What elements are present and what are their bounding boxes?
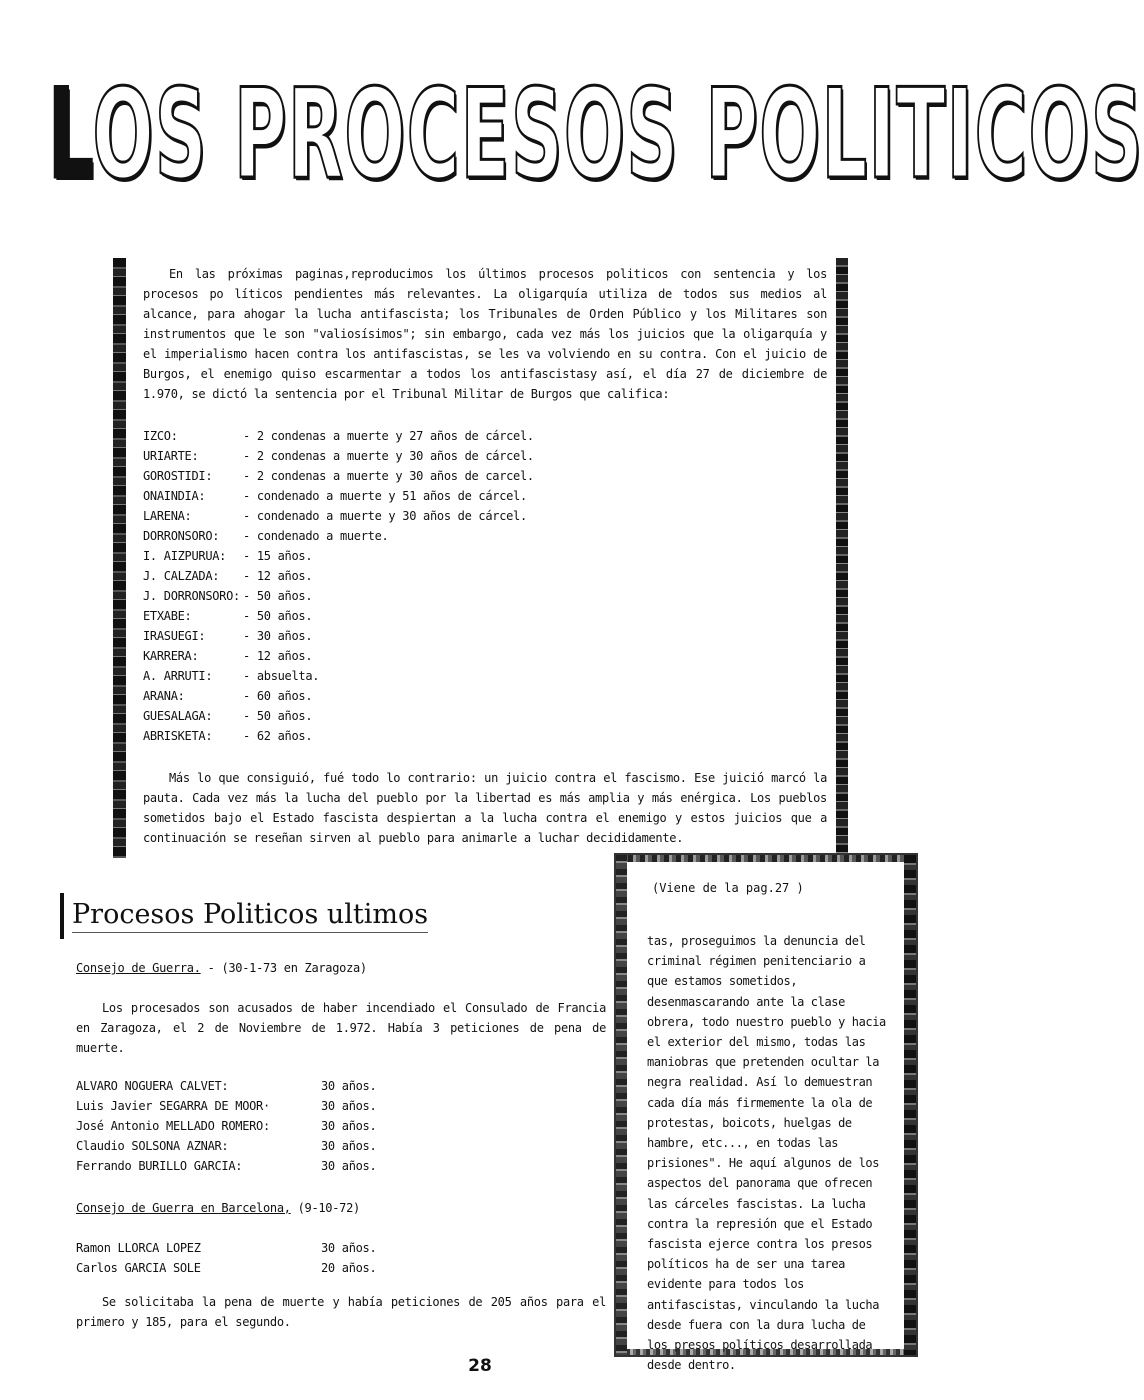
defendant-row-name: Ramon LLORCA LOPEZ [76,1241,201,1255]
sentence-row-name: GUESALAGA: [143,709,213,723]
sentence-row-name: URIARTE: [143,449,199,463]
sentence-row [143,466,827,486]
sentence-row-value: - absuelta. [243,669,320,683]
defendant-row [76,1258,606,1278]
sentence-row [143,646,827,666]
sentence-row [143,486,827,506]
sentence-row-value: - 12 años. [243,649,313,663]
sentence-row-value: - 12 años. [243,569,313,583]
defendant-row-value: 30 años. [321,1119,377,1133]
sentence-row [143,666,827,686]
intro-body [143,264,827,848]
sentence-row [143,586,827,606]
sentence-row [143,506,827,526]
defendant-row [76,1238,606,1258]
sentence-row-value: - 50 años. [243,589,313,603]
sidebar-text: tas, proseguimos la denuncia del criminal régimen penitenciario a que estamos sometidos, desenmascarando ante la clase obrera, todo nuestro pueblo y hacia el exterior del mismo, todas las maniobras que pretenden ocultar la negra realidad. Así lo demuestran cada día más firmemente la ola de protestas, boicots, huelgas de hambre, etc..., en todas las prisiones". He aquí algunos de los aspectos del panorama que ofrecen las cárceles fascistas. La lucha contra la represión que el Estado fascista ejerce contra los presos políticos ha de ser una tarea evidente para todos los antifascistas, vinculando la lucha desde fuera con la dura lucha de los presos políticos desarrollada desde dentro. [647,934,886,1373]
sentence-row-value: - 50 años. [243,709,313,723]
sentence-row [143,446,827,466]
sentence-row-value: - 62 años. [243,729,313,743]
sentence-row [143,686,827,706]
consejo-barcelona-text: Se solicitaba la pena de muerte y había peticiones de 205 años para el primero y 185, para el segundo. [76,1295,606,1329]
defendant-row-name: Carlos GARCIA SOLE [76,1261,201,1275]
masthead [48,60,1144,210]
sentence-row [143,426,827,446]
sentence-row-value: - condenado a muerte. [243,529,389,543]
defendant-row-name: Claudio SOLSONA AZNAR: [76,1139,229,1153]
burgos-sentence-list [143,426,827,746]
sentence-row-value: - condenado a muerte y 30 años de cárcel. [243,509,527,523]
section-heading-text: Procesos Politicos ultimos [72,899,428,933]
masthead-first-letter: L [48,63,93,207]
defendant-row [76,1136,606,1156]
sentence-row [143,546,827,566]
sentence-row-value: - 50 años. [243,609,313,623]
sentence-row [143,706,827,726]
defendant-row-name: Ferrando BURILLO GARCIA: [76,1159,243,1173]
sentence-row-value: - condenado a muerte y 51 años de cárcel. [243,489,527,503]
sentence-row-value: - 2 condenas a muerte y 30 años de cárcel. [243,449,534,463]
sentence-row-name: J. CALZADA: [143,569,220,583]
consejo-barcelona-label: Consejo de Guerra en Barcelona, [76,1201,291,1215]
consejo-barcelona-title [76,1198,606,1218]
consejo-barcelona-list [76,1238,606,1278]
intro-left-border [113,258,126,858]
sentence-row-value: - 2 condenas a muerte y 30 años de carcel. [243,469,534,483]
intro-paragraph-1: En las próximas paginas,reproducimos los últimos procesos politicos con sentencia y los procesos po líticos pendientes más relevantes. La oligarquía utiliza de todos sus medios al alcance, para ahogar la lucha antifascista; los Tribunales de Orden Público y los Militares son instrumentos que le son "valiosísimos"; sin embargo, cada vez más los juicios que la oligarquía y el imperialismo hacen contra los antifascistas, se les va volviendo en su contra. Con el juicio de Burgos, el enemigo quiso escarmentar a todos los antifascistasy así, el día 27 de diciembre de 1.970, se dictó la sentencia por el Tribunal Militar de Burgos que califica: [143,267,827,401]
sentence-row-name: I. AIZPURUA: [143,549,227,563]
intro-paragraph-2: Más lo que consiguió, fué todo lo contrario: un juicio contra el fascismo. Ese juició marcó la pauta. Cada vez más la lucha del pueblo por la libertad es más amplia y más enérgica. Los pueblos sometidos bajo el Estado fascista despiertan a la lucha contra el enemigo y estos juicios que a continuación se reseñan sirven al pueblo para animarle a luchar decididamente. [143,771,827,845]
intro-box [113,258,848,858]
consejo-zaragoza-text: Los procesados son acusados de haber incendiado el Consulado de Francia en Zaragoza, el 2 de Noviembre de 1.972. Había 3 peticiones de pena de muerte. [76,1001,606,1055]
defendant-row-value: 30 años. [321,1139,377,1153]
consejo-zaragoza-title [76,958,606,978]
sentence-row-name: J. DORRONSORO: [143,589,240,603]
defendant-row-value: 30 años. [321,1099,377,1113]
sentence-row-name: ONAINDIA: [143,489,206,503]
sentence-row [143,526,827,546]
defendant-row-name: ALVARO NOGUERA CALVET: [76,1079,229,1093]
consejo-zaragoza-list [76,1076,606,1176]
defendant-row-value: 30 años. [321,1159,377,1173]
sidebar-continued-note: (Viene de la pag.27 ) [652,881,804,895]
sentence-row-name: LARENA: [143,509,192,523]
sentence-row-name: ETXABE: [143,609,192,623]
heading-bar [60,893,64,939]
defendant-row-value: 30 años. [321,1241,377,1255]
sentence-row [143,626,827,646]
sentence-row-value: - 2 condenas a muerte y 27 años de cárcel. [243,429,534,443]
sentence-row-value: - 15 años. [243,549,313,563]
sidebar-right-border [904,855,916,1355]
sentence-row [143,566,827,586]
defendant-row-value: 20 años. [321,1261,377,1275]
sentence-row [143,606,827,626]
sentence-row-name: DORRONSORO: [143,529,220,543]
trials-column [76,958,606,1332]
section-heading [60,892,500,940]
sentence-row-value: - 60 años. [243,689,313,703]
sentence-row-name: KARRERA: [143,649,199,663]
defendant-row [76,1156,606,1176]
consejo-barcelona-detail: (9-10-72) [297,1201,360,1215]
intro-right-border [836,258,848,858]
sentence-row-name: GOROSTIDI: [143,469,213,483]
sentence-row-name: IRASUEGI: [143,629,206,643]
defendant-row-value: 30 años. [321,1079,377,1093]
sentence-row-name: IZCO: [143,429,178,443]
sentence-row [143,726,827,746]
consejo-zaragoza-detail: - (30-1-73 en Zaragoza) [207,961,367,975]
sidebar-top-border [616,855,916,862]
masthead-rest: OS PROCESOS POLITICOS [92,63,1144,207]
sentence-row-name: ABRISKETA: [143,729,213,743]
consejo-zaragoza-label: Consejo de Guerra. [76,961,201,975]
defendant-row-name: José Antonio MELLADO ROMERO: [76,1119,270,1133]
defendant-row [76,1076,606,1096]
page-number: 28 [468,1356,492,1376]
defendant-row-name: Luis Javier SEGARRA DE MOOR· [76,1099,270,1113]
sentence-row-name: ARANA: [143,689,185,703]
sentence-row-name: A. ARRUTI: [143,669,213,683]
defendant-row [76,1116,606,1136]
sentence-row-value: - 30 años. [243,629,313,643]
sidebar-left-border [616,855,627,1355]
masthead-title [48,60,1144,210]
defendant-row [76,1096,606,1116]
continued-sidebar [614,853,918,1373]
